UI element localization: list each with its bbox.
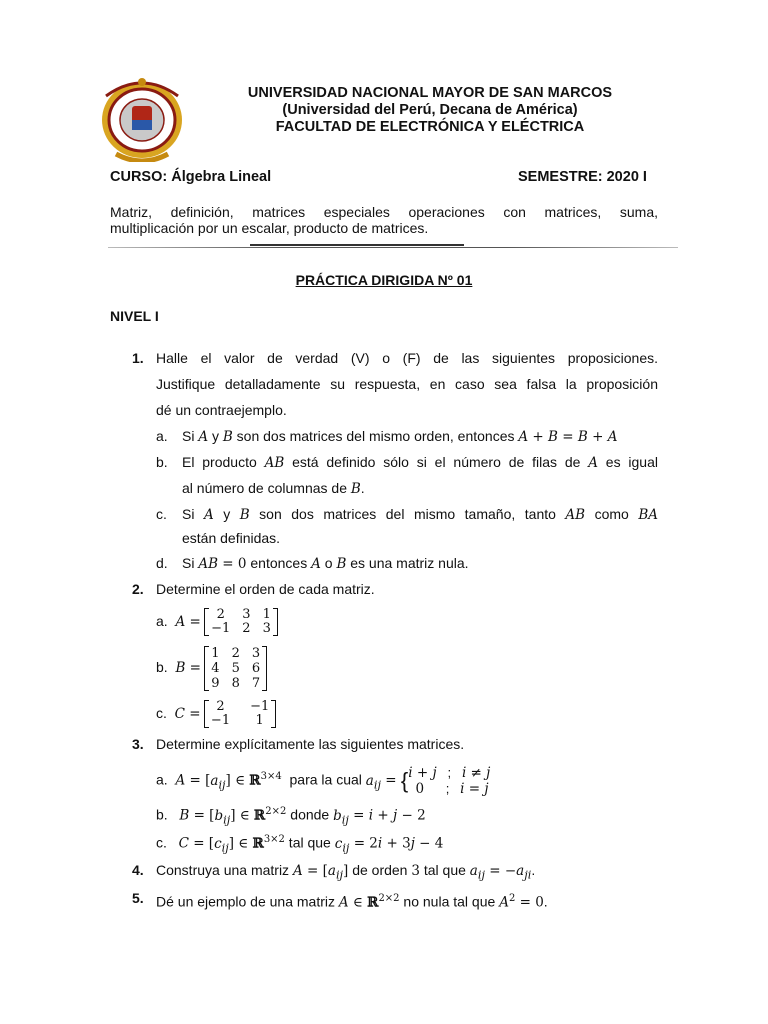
level-heading: NIVEL I [110, 308, 159, 324]
topic-line-1: Matriz, definición, matrices especiales operaciones con matrices, suma, [110, 204, 658, 220]
q1-c-text: Si A y B son dos matrices del mismo tamaño, tanto AB como BA [182, 506, 659, 523]
q2-number: 2. [132, 581, 144, 597]
q1-line-1: Halle el valor de verdad (V) o (F) de las siguientes proposiciones. [156, 350, 658, 366]
q1-c-letter: c. [156, 506, 167, 522]
q2-text: Determine el orden de cada matriz. [156, 581, 375, 597]
topic-line-2: multiplicación por un escalar, producto de matrices. [110, 220, 429, 236]
q1-b-text: El producto AB está definido sólo si el número de filas de A es igual [182, 454, 658, 471]
q1-line-2: Justifique detalladamente su respuesta, en caso sea falsa la proposición [156, 376, 658, 392]
q1-d-text: Si AB = 0 entonces A o B es una matriz nula. [182, 555, 469, 572]
page-title: PRÁCTICA DIRIGIDA Nº 01 [295, 272, 473, 288]
q1-a-letter: a. [156, 428, 168, 444]
q2-b: b. B = 1 2 3 4 5 6 9 8 7 [156, 645, 266, 691]
university-seal-logo [96, 76, 188, 162]
q2-c: c. C = 2 −1 −1 1 [156, 698, 275, 729]
q3-a: a. $A = [a_{ij}]$ ∈ ℝ$^{3\times 4}$ para la cual $a_{ij} = \{i + j$ ; i ≠ j 0 ; i = j [156, 764, 491, 797]
matrix-a: 2 3 1 −1 2 3 [205, 608, 277, 636]
university-name: UNIVERSIDAD NACIONAL MAYOR DE SAN MARCOS [247, 85, 613, 101]
matrix-c: 2 −1 −1 1 [205, 700, 275, 728]
q4-text: Construya una matriz $A = [a_{ij}]$ de orden 3 tal que $a_{ij} = -a_{ji}$. [156, 862, 536, 882]
matrix-b: 1 2 3 4 5 6 9 8 7 [205, 646, 266, 691]
q3-text: Determine explícitamente las siguientes matrices. [156, 736, 465, 752]
course-label: CURSO: Álgebra Lineal [110, 169, 272, 185]
divider-accent [250, 244, 464, 246]
semester-label: SEMESTRE: 2020 I [518, 169, 647, 185]
q1-a-text: Si A y B son dos matrices del mismo orden, entonces A + B = B + A [182, 428, 618, 445]
q2-a: a. A = 2 3 1 −1 2 3 [156, 606, 277, 637]
divider [108, 247, 678, 248]
university-subtitle: (Universidad del Perú, Decana de América) [282, 102, 578, 118]
q3-b: b. $B = [b_{ij}]$ ∈ ℝ$^{2\times 2}$ donde $b_{ij} = i + j - 2$ [156, 806, 426, 827]
q1-b-letter: b. [156, 454, 168, 470]
q1-line-3: dé un contraejemplo. [156, 402, 287, 418]
q5-number: 5. [132, 890, 144, 906]
q3-number: 3. [132, 736, 144, 752]
q1-d-letter: d. [156, 555, 168, 571]
q3-c: c. $C = [c_{ij}]$ ∈ ℝ$^{3\times 2}$ tal que $c_{ij} = 2i + 3j - 4$ [156, 834, 444, 855]
q5-text: Dé un ejemplo de una matriz A ∈ ℝ$^{2\times 2}$ no nula tal que $A^2 = 0$. [156, 893, 548, 911]
q1-b-text-2: al número de columnas de B. [182, 480, 365, 497]
q4-number: 4. [132, 862, 144, 878]
q1-number: 1. [132, 350, 144, 366]
faculty-name: FACULTAD DE ELECTRÓNICA Y ELÉCTRICA [275, 119, 585, 135]
q1-c-text-2: están definidas. [182, 530, 281, 546]
